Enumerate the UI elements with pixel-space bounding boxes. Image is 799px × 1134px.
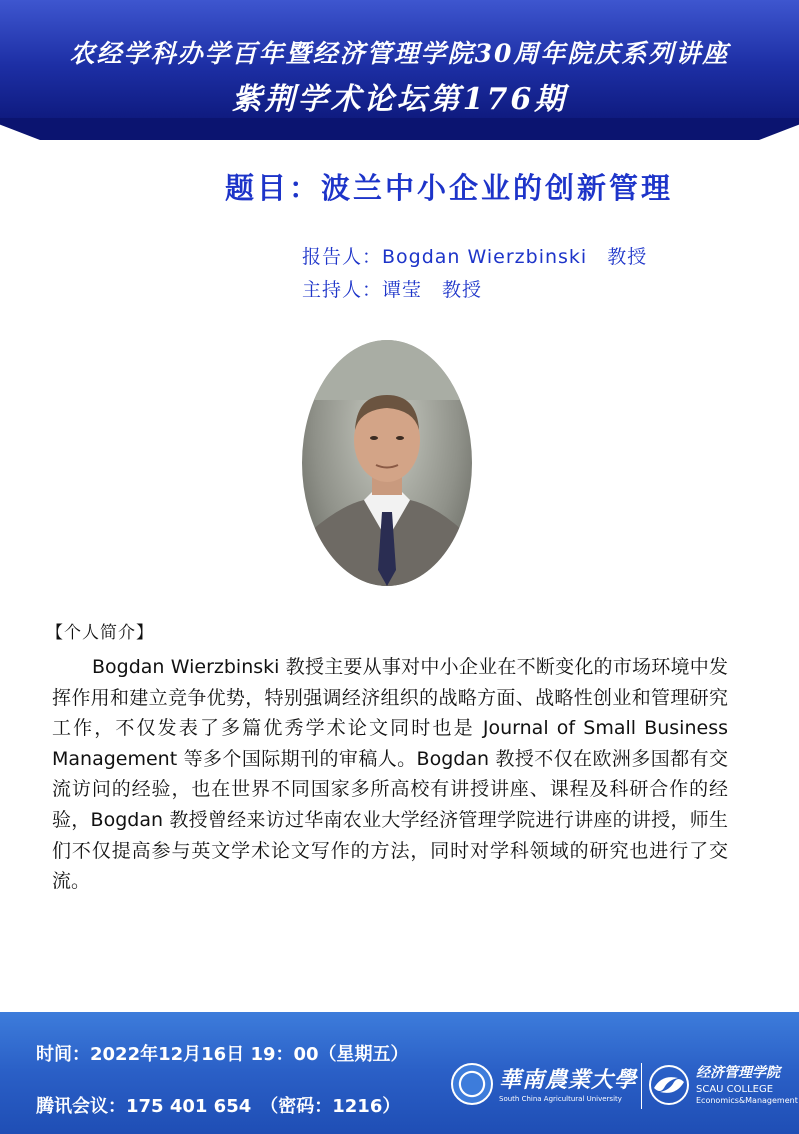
logo-divider (641, 1063, 642, 1109)
header-stripe (0, 118, 799, 140)
scau-seal-icon (451, 1063, 493, 1105)
bio-heading: 【个人简介】 (46, 623, 154, 643)
college-subtitle-en: Economics&Management (696, 1096, 798, 1105)
college-logo (648, 1062, 796, 1110)
forum-issue-title: 紫荆学术论坛第176期 (231, 82, 568, 117)
talk-title: 题目：波兰中小企业的创新管理 (225, 171, 674, 205)
university-name-cn: 華南農業大學 (499, 1067, 638, 1093)
host-line: 主持人：谭莹 教授 (302, 279, 483, 301)
speaker-line: 报告人：Bogdan Wierzbinski 教授 (302, 246, 648, 268)
series-title: 农经学科办学百年暨经济管理学院30周年院庆系列讲座 (69, 39, 730, 68)
college-name-en: SCAU COLLEGE (696, 1084, 774, 1095)
university-name-en: South China Agricultural University (499, 1095, 622, 1103)
bio-paragraph: Bogdan Wierzbinski 教授主要从事对中小企业在不断变化的市场环境中发挥作用和建立竞争优势，特别强调经济组织的战略方面、战略性创业和管理研究工作，不仅发表了多篇优秀学术论文同时也是 Journal of Small Business Management 等多个国际期刊的审稿人。Bogdan 教授不仅在欧洲多国都有交流访问的经验，也在世界不同国家多所高校有讲授讲座、课程及科研合作的经验，Bogdan 教授曾经来访过华南农业大学经济管理学院进行讲座的讲授，师生们不仅提高参与英文学术论文写作的方法，同时对学科领域的研究也进行了交流。 (52, 656, 728, 893)
college-swirl-icon (648, 1064, 690, 1106)
college-name-cn: 经济管理学院 (696, 1065, 780, 1081)
meeting-info: 腾讯会议：175 401 654 （密码：1216） (36, 1096, 401, 1117)
speaker-silhouette (302, 340, 472, 586)
event-time: 时间：2022年12月16日 19：00（星期五） (36, 1044, 409, 1065)
university-logo (451, 1063, 636, 1109)
speaker-photo (302, 340, 472, 586)
